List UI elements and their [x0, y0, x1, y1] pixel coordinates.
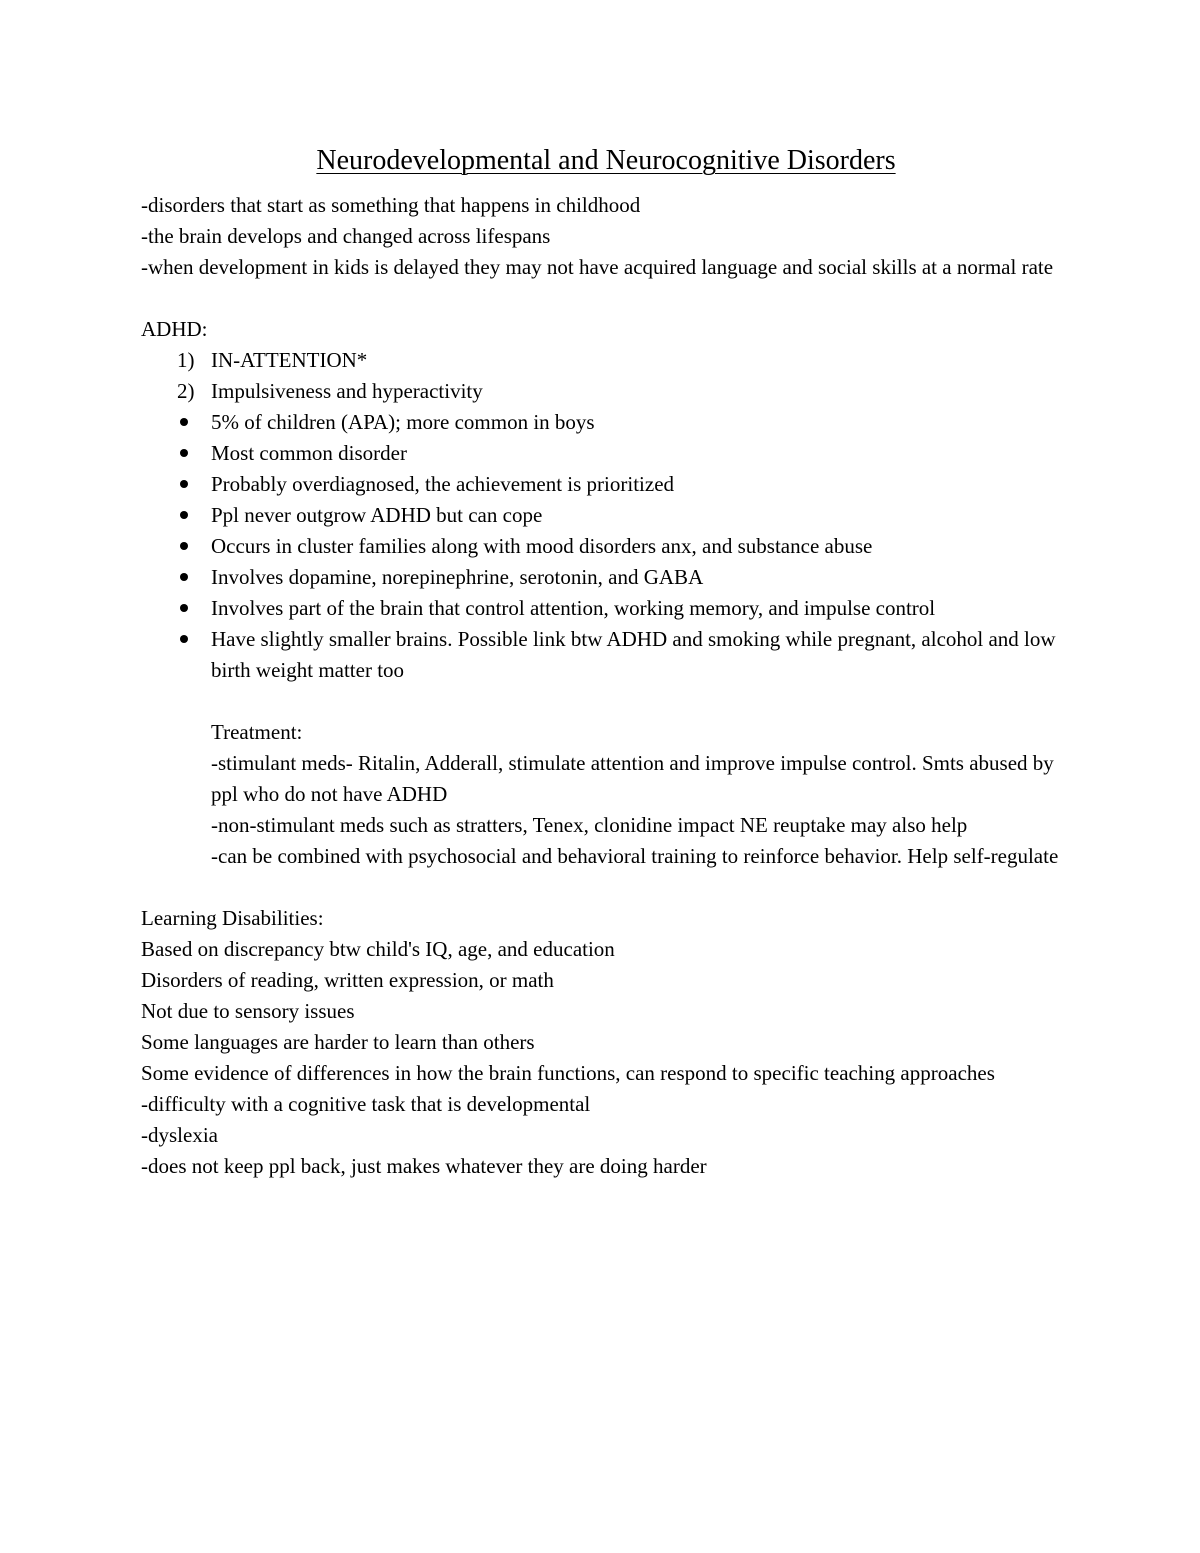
bullet-item — [211, 624, 1071, 686]
intro-line: -disorders that start as something that happens in childhood — [141, 193, 641, 217]
intro-section — [141, 190, 1071, 283]
intro-line: -the brain develops and changed across lifespans — [141, 224, 551, 248]
treatment-heading: Treatment: — [211, 720, 303, 744]
learning-line: -difficulty with a cognitive task that is developmental — [141, 1092, 591, 1116]
bullet-text: 5% of children (APA); more common in boys — [211, 410, 595, 434]
bullet-item — [211, 562, 1071, 593]
spacer — [141, 283, 1071, 314]
adhd-numbered-list — [141, 345, 1071, 407]
learning-line: Disorders of reading, written expression, or math — [141, 968, 554, 992]
learning-line: -does not keep ppl back, just makes whatever they are doing harder — [141, 1154, 707, 1178]
learning-line: Based on discrepancy btw child's IQ, age, and education — [141, 937, 615, 961]
bullet-icon — [180, 449, 188, 457]
treatment-block — [141, 717, 1071, 872]
bullet-icon — [180, 604, 188, 612]
learning-line: -dyslexia — [141, 1123, 218, 1147]
item-text: Impulsiveness and hyperactivity — [211, 379, 483, 403]
document-body — [141, 142, 1071, 1182]
treatment-line: -can be combined with psychosocial and behavioral training to reinforce behavior. Help self-regulate — [211, 844, 1059, 868]
bullet-text: Involves dopamine, norepinephrine, serotonin, and GABA — [211, 565, 704, 589]
bullet-item — [211, 438, 1071, 469]
learning-line: Some evidence of differences in how the brain functions, can respond to specific teaching approaches — [141, 1061, 995, 1085]
bullet-text: Most common disorder — [211, 441, 407, 465]
spacer — [141, 872, 1071, 903]
bullet-item — [211, 407, 1071, 438]
item-number: 1) — [177, 348, 195, 372]
item-text: IN-ATTENTION* — [211, 348, 368, 372]
learning-disabilities-section — [141, 903, 1071, 1182]
bullet-item — [211, 593, 1071, 624]
learning-heading: Learning Disabilities: — [141, 906, 324, 930]
numbered-item — [177, 345, 1071, 376]
bullet-icon — [180, 480, 188, 488]
bullet-item — [211, 500, 1071, 531]
bullet-icon — [180, 418, 188, 426]
treatment-line: -non-stimulant meds such as stratters, Tenex, clonidine impact NE reuptake may also help — [211, 813, 968, 837]
bullet-icon — [180, 635, 188, 643]
learning-line: Some languages are harder to learn than others — [141, 1030, 535, 1054]
bullet-icon — [180, 511, 188, 519]
intro-line: -when development in kids is delayed they may not have acquired language and social skills at a normal rate — [141, 255, 1054, 279]
learning-line: Not due to sensory issues — [141, 999, 355, 1023]
bullet-text: Occurs in cluster families along with mood disorders anx, and substance abuse — [211, 534, 873, 558]
adhd-section — [141, 314, 1071, 872]
adhd-heading: ADHD: — [141, 317, 208, 341]
adhd-bullet-list — [141, 407, 1071, 686]
bullet-text: Have slightly smaller brains. Possible link btw ADHD and smoking while pregnant, alcohol and low birth weight matter too — [211, 627, 1056, 682]
spacer — [141, 686, 1071, 717]
bullet-icon — [180, 542, 188, 550]
bullet-text: Probably overdiagnosed, the achievement is prioritized — [211, 472, 675, 496]
item-number: 2) — [177, 379, 195, 403]
numbered-item — [177, 376, 1071, 407]
bullet-text: Ppl never outgrow ADHD but can cope — [211, 503, 543, 527]
treatment-line: -stimulant meds- Ritalin, Adderall, stimulate attention and improve impulse control. Smts abused by ppl who do not have ADHD — [211, 751, 1054, 806]
bullet-text: Involves part of the brain that control attention, working memory, and impulse control — [211, 596, 936, 620]
bullet-icon — [180, 573, 188, 581]
document-title: Neurodevelopmental and Neurocognitive Disorders — [316, 145, 896, 176]
bullet-item — [211, 531, 1071, 562]
bullet-item — [211, 469, 1071, 500]
